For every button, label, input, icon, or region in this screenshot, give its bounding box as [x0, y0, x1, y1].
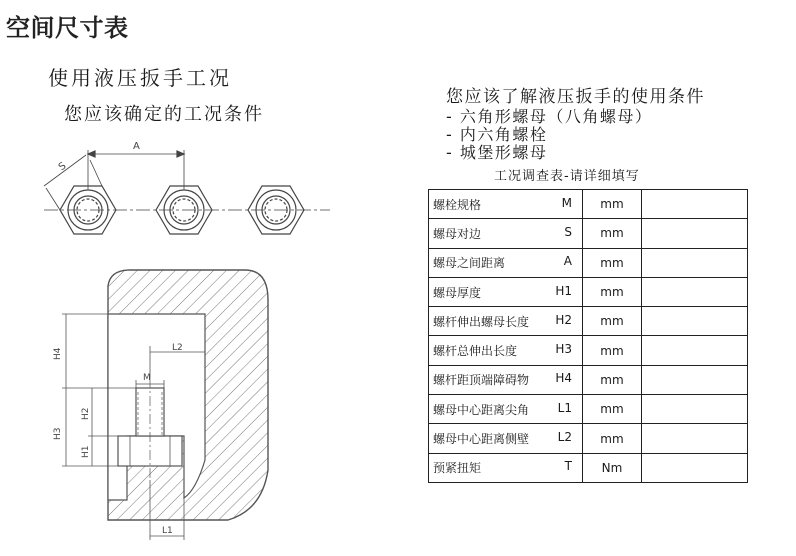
row-label: 螺母厚度: [433, 285, 482, 300]
hex-nut-1: [60, 186, 116, 234]
row-unit: mm: [583, 277, 642, 306]
value-cell[interactable]: [642, 365, 748, 394]
dim-label-a: A: [133, 141, 140, 152]
table-row: [429, 395, 748, 424]
row-label: 螺母之间距离: [433, 256, 506, 271]
table-row: [429, 365, 748, 394]
table-row: [429, 277, 748, 306]
left-heading: 使用液压扳手工况: [48, 66, 232, 90]
row-label: 螺母中心距离尖角: [433, 402, 530, 417]
row-symbol: H1: [555, 283, 572, 298]
dim-label-l2: L2: [172, 343, 183, 353]
row-unit: mm: [583, 395, 642, 424]
dim-label-s: S: [56, 160, 69, 174]
row-label: 预紧扭矩: [433, 461, 482, 476]
value-cell[interactable]: [642, 277, 748, 306]
value-cell[interactable]: [642, 453, 748, 482]
list-item: - 城堡形螺母: [446, 143, 548, 162]
row-label: 螺母对边: [433, 226, 482, 241]
table-row: [429, 453, 748, 482]
dim-label-h3: H3: [53, 427, 63, 440]
table-title: 工况调查表-请详细填写: [494, 169, 640, 184]
value-cell[interactable]: [642, 424, 748, 453]
row-symbol: S: [564, 224, 572, 239]
obstacle-section: [108, 270, 268, 520]
row-unit: Nm: [583, 453, 642, 482]
row-symbol: H3: [555, 342, 572, 357]
left-subheading: 您应该确定的工况条件: [64, 104, 264, 125]
table-row: [429, 190, 748, 219]
dim-label-m: M: [143, 373, 151, 383]
row-label: 螺杆总伸出长度: [433, 344, 518, 359]
row-symbol: L2: [557, 430, 572, 445]
dim-label-l1: L1: [162, 526, 173, 536]
table-row: [429, 219, 748, 248]
row-unit: mm: [583, 365, 642, 394]
dim-label-h1: H1: [81, 445, 91, 458]
value-cell[interactable]: [642, 248, 748, 277]
row-label: 螺杆伸出螺母长度: [433, 314, 530, 329]
nut-row-top-view: [44, 150, 330, 234]
list-item: - 六角形螺母（八角螺母）: [446, 107, 653, 126]
table-row: [429, 307, 748, 336]
dim-label-h4: H4: [53, 347, 63, 360]
row-symbol: A: [563, 254, 572, 269]
row-symbol: L1: [557, 400, 572, 415]
table-row: [429, 424, 748, 453]
value-cell[interactable]: [642, 307, 748, 336]
row-label: 螺栓规格: [433, 197, 482, 212]
row-label: 螺杆距顶端障碍物: [433, 373, 530, 388]
value-cell[interactable]: [642, 395, 748, 424]
table-row: [429, 336, 748, 365]
row-symbol: H4: [555, 371, 572, 386]
row-unit: mm: [583, 190, 642, 219]
row-unit: mm: [583, 336, 642, 365]
table-row: [429, 248, 748, 277]
row-label: 螺母中心距离侧壁: [433, 432, 530, 447]
row-symbol: H2: [555, 312, 572, 327]
row-unit: mm: [583, 424, 642, 453]
dim-label-h2: H2: [81, 407, 91, 420]
value-cell[interactable]: [642, 336, 748, 365]
value-cell[interactable]: [642, 219, 748, 248]
right-heading: 您应该了解液压扳手的使用条件: [446, 87, 705, 107]
list-item: - 内六角螺栓: [446, 125, 548, 144]
page-title: 空间尺寸表: [6, 14, 129, 42]
row-unit: mm: [583, 219, 642, 248]
row-symbol: T: [564, 459, 572, 474]
row-unit: mm: [583, 248, 642, 277]
value-cell[interactable]: [642, 190, 748, 219]
row-unit: mm: [583, 307, 642, 336]
row-symbol: M: [561, 195, 572, 210]
survey-table: [428, 189, 748, 483]
